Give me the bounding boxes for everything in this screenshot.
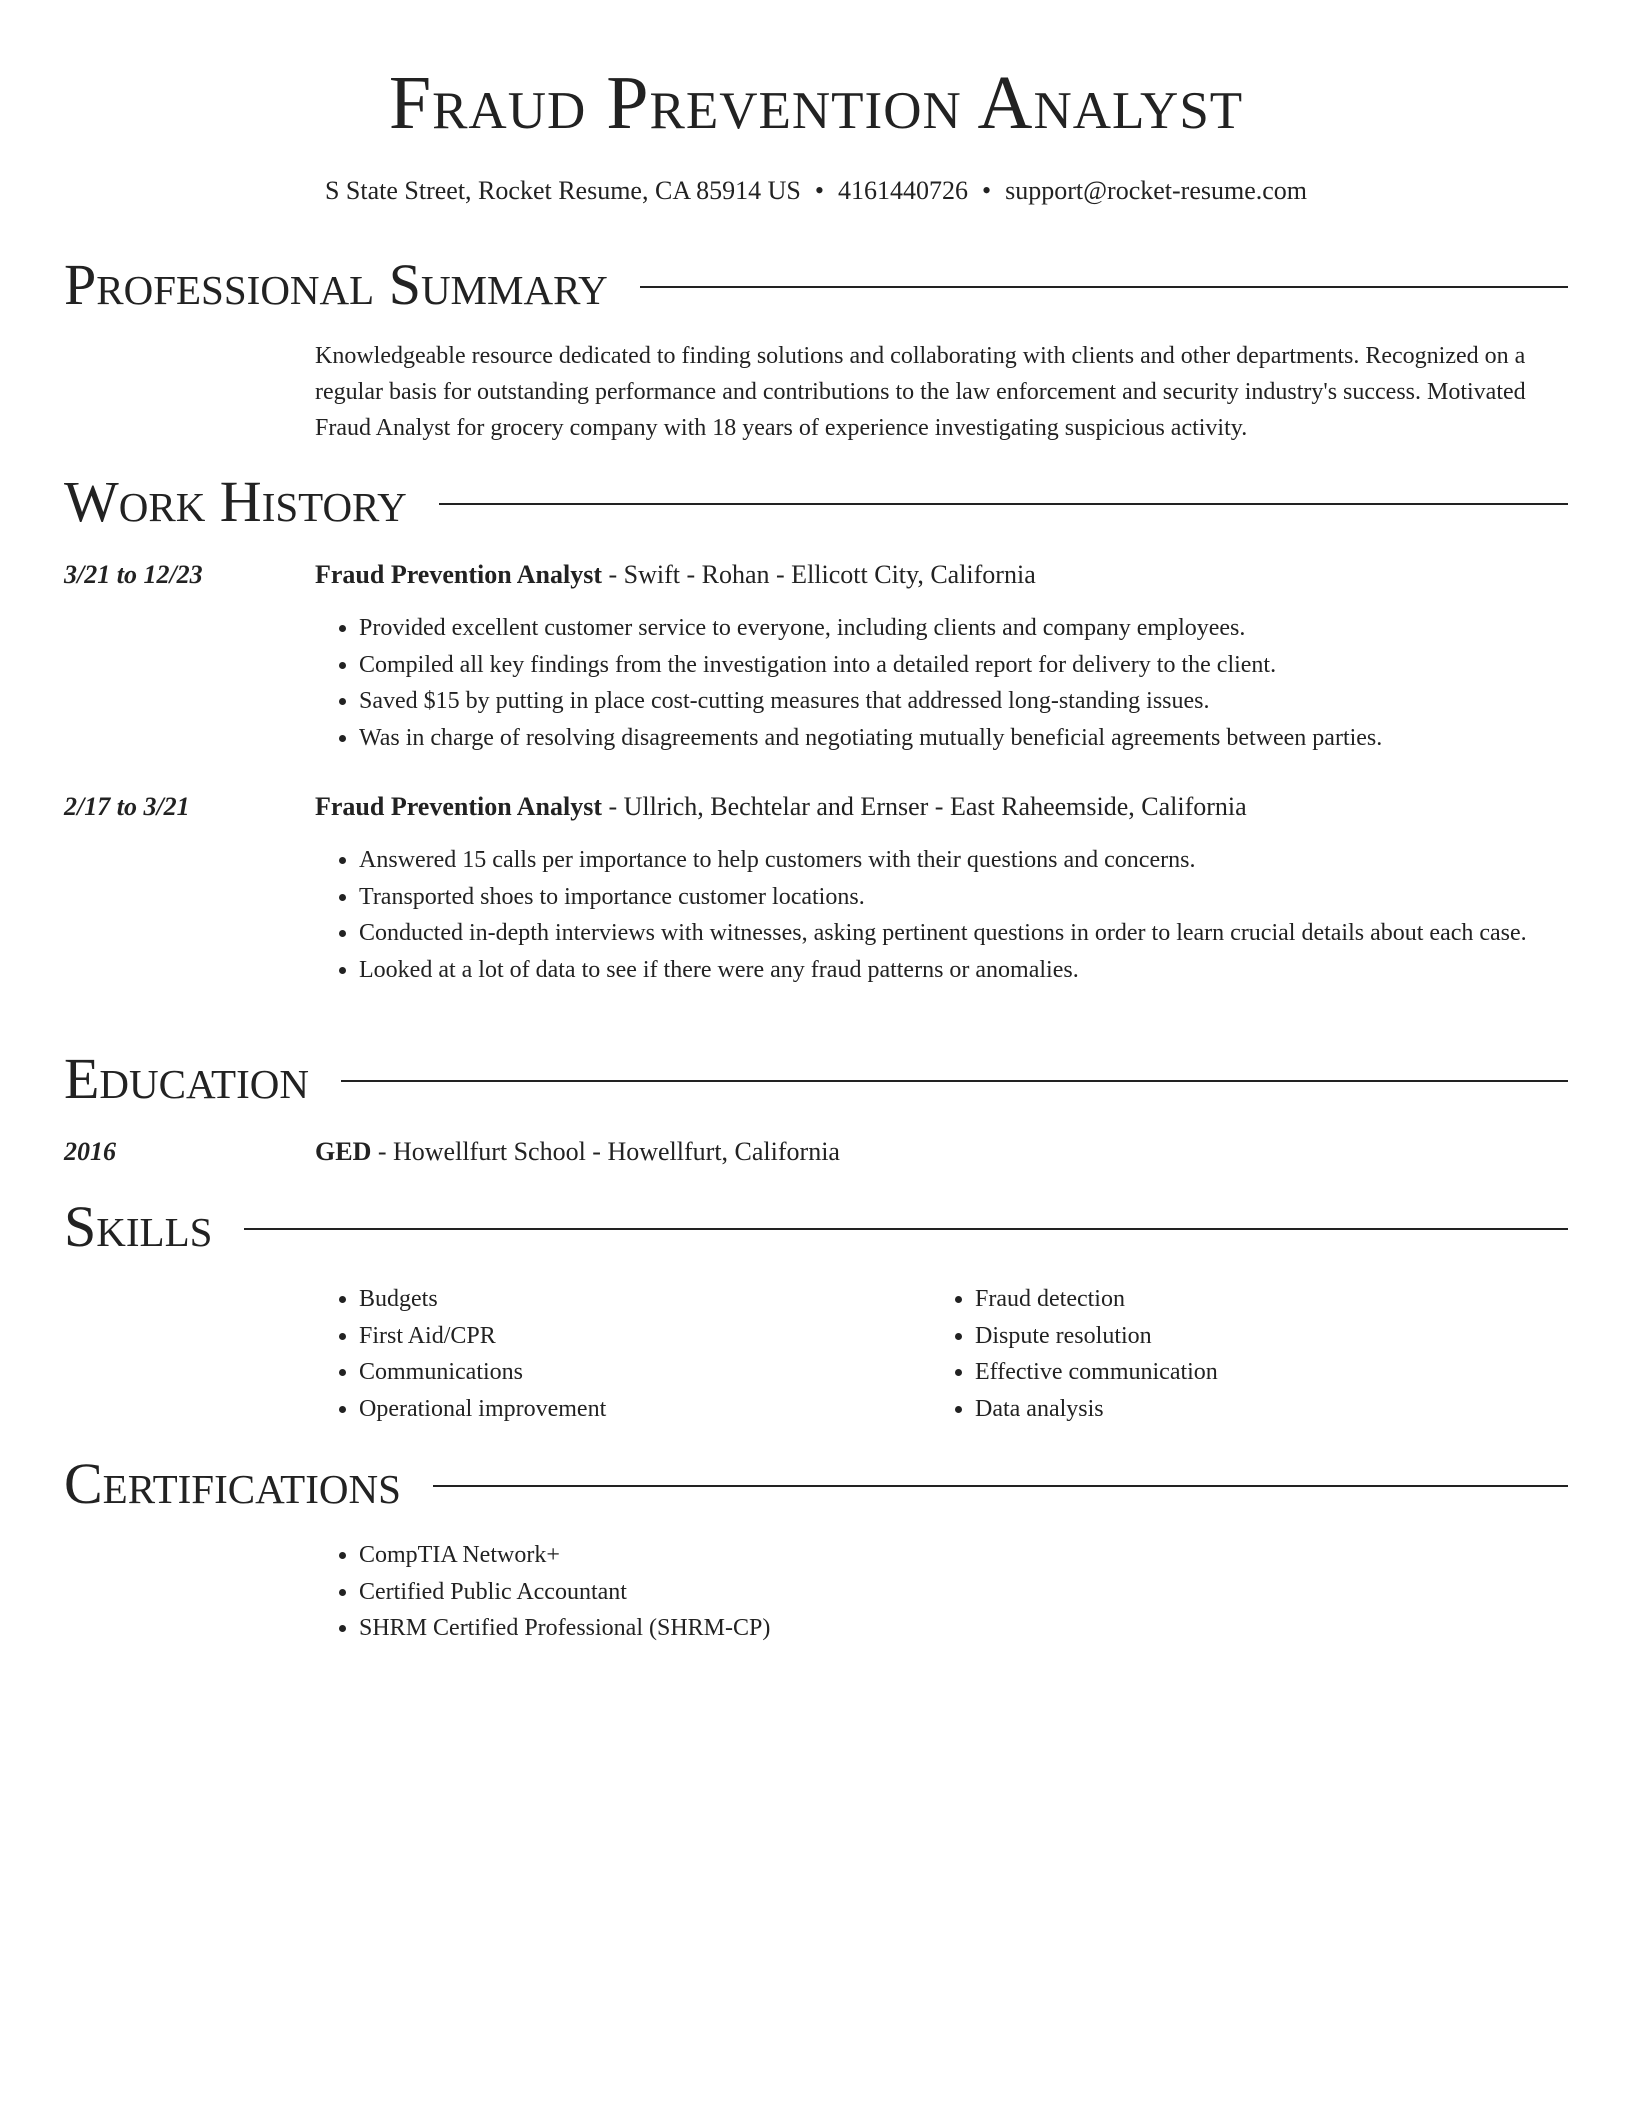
education-degree: GED xyxy=(315,1137,372,1166)
skill-item: • First Aid/CPR xyxy=(359,1318,606,1355)
section-header-skills xyxy=(64,1192,1568,1262)
work-dates: 3/21 to 12/23 xyxy=(64,560,203,589)
skills-list-left xyxy=(315,1281,606,1427)
section-title-summary: Professional Summary xyxy=(64,252,608,317)
work-title: Fraud Prevention Analyst xyxy=(315,560,602,589)
section-title-education: Education xyxy=(64,1046,309,1111)
certification-item: • Certified Public Accountant xyxy=(359,1574,770,1611)
certifications-list xyxy=(315,1537,770,1647)
section-divider xyxy=(433,1485,1568,1487)
list-item: • Answered 15 calls per importance to help customers with their questions and concerns. xyxy=(359,842,1569,879)
section-divider xyxy=(341,1080,1568,1082)
list-item: • Saved $15 by putting in place cost-cutting measures that addressed long-standing issues. xyxy=(359,683,1382,720)
work-heading xyxy=(315,558,1036,592)
section-divider xyxy=(640,286,1568,288)
skill-item: • Operational improvement xyxy=(359,1391,606,1428)
contact-phone: 4161440726 xyxy=(838,176,968,205)
skills-list-right xyxy=(931,1281,1218,1427)
section-title-certifications: Certifications xyxy=(64,1451,401,1516)
list-item: • Transported shoes to importance customer locations. xyxy=(359,879,1569,916)
contact-separator: • xyxy=(814,176,824,205)
work-bullets xyxy=(315,610,1382,756)
summary-text: Knowledgeable resource dedicated to finding solutions and collaborating with clients and other departments. Recognized on a regular basis for outstanding performance and contributions to the law enforcement and security industry's success. Motivated Fraud Analyst for grocery company with 18 years of experience investigating suspicious activity. xyxy=(315,343,1526,441)
work-dates: 2/17 to 3/21 xyxy=(64,792,190,821)
list-item: • Looked at a lot of data to see if there were any fraud patterns or anomalies. xyxy=(359,952,1569,989)
list-item: • Was in charge of resolving disagreements and negotiating mutually beneficial agreements between parties. xyxy=(359,720,1382,757)
section-title-skills: Skills xyxy=(64,1194,213,1259)
skill-item: • Effective communication xyxy=(975,1354,1218,1391)
education-year: 2016 xyxy=(64,1137,116,1166)
skill-item: • Budgets xyxy=(359,1281,606,1318)
section-header-work-history xyxy=(64,467,1568,537)
certification-item: • SHRM Certified Professional (SHRM-CP) xyxy=(359,1610,770,1647)
skill-item: • Data analysis xyxy=(975,1391,1218,1428)
work-employer: - Swift - Rohan - Ellicott City, California xyxy=(601,560,1036,589)
work-title: Fraud Prevention Analyst xyxy=(315,792,602,821)
list-item: • Conducted in-depth interviews with witnesses, asking pertinent questions in order to learn crucial details about each case. xyxy=(359,915,1569,952)
candidate-name: Fraud Prevention Analyst xyxy=(388,61,1244,145)
work-heading xyxy=(315,790,1247,824)
work-employer: - Ullrich, Bechtelar and Ernser - East Raheemside, California xyxy=(601,792,1247,821)
list-item: • Compiled all key findings from the investigation into a detailed report for delivery to the client. xyxy=(359,647,1382,684)
skill-item: • Fraud detection xyxy=(975,1281,1218,1318)
section-header-education xyxy=(64,1044,1568,1114)
section-divider xyxy=(244,1228,1568,1230)
work-bullets xyxy=(315,842,1569,988)
education-heading xyxy=(315,1135,840,1169)
section-title-work-history: Work History xyxy=(64,469,407,534)
contact-email: support@rocket-resume.com xyxy=(1005,176,1308,205)
skill-item: • Dispute resolution xyxy=(975,1318,1218,1355)
certification-item: • CompTIA Network+ xyxy=(359,1537,770,1574)
section-header-summary xyxy=(64,250,1568,320)
contact-address: S State Street, Rocket Resume, CA 85914 US xyxy=(324,176,801,205)
skill-item: • Communications xyxy=(359,1354,606,1391)
list-item: • Provided excellent customer service to everyone, including clients and company employees. xyxy=(359,610,1382,647)
section-divider xyxy=(439,503,1568,505)
contact-separator: • xyxy=(982,176,992,205)
contact-line xyxy=(0,174,1632,208)
education-school: - Howellfurt School - Howellfurt, California xyxy=(371,1137,840,1166)
section-header-certifications xyxy=(64,1449,1568,1519)
